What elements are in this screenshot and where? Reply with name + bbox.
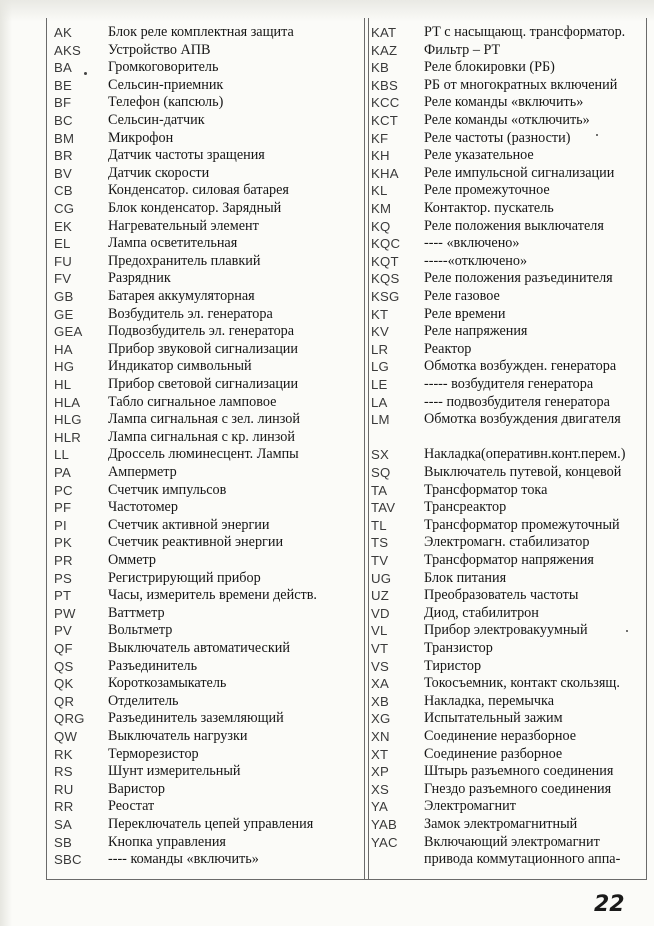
- designation-code: TA: [371, 482, 388, 498]
- designation-description: Лампа сигнальная с кр. линзой: [108, 428, 295, 445]
- designation-description: Соединение разборное: [424, 745, 563, 762]
- designation-code: KAZ: [371, 42, 398, 58]
- designation-description: РБ от многократных включений: [424, 76, 618, 93]
- designation-row: [0, 710, 654, 728]
- designation-code: FU: [54, 253, 72, 269]
- designation-code: BR: [54, 148, 73, 164]
- designation-code: GB: [54, 289, 74, 304]
- designation-code: KHA: [371, 165, 399, 181]
- designation-code: EK: [54, 218, 72, 234]
- designation-row: [0, 429, 654, 447]
- designation-code: HG: [54, 359, 75, 375]
- designation-row: [0, 464, 654, 482]
- designation-description: Блок питания: [424, 569, 507, 586]
- designation-description: Микрофон: [108, 129, 174, 146]
- designation-code: UZ: [371, 588, 389, 604]
- designation-description: Включающий электромагнит: [424, 833, 600, 850]
- designation-row: [0, 763, 654, 781]
- designation-code: CG: [54, 201, 75, 216]
- designation-description: Реле положения выключателя: [424, 217, 604, 234]
- designation-description: Соединение неразборное: [424, 728, 577, 744]
- designation-description: Диод, стабилитрон: [424, 604, 539, 621]
- designation-code: BF: [54, 95, 72, 111]
- designation-row: [0, 24, 654, 42]
- designation-code: RU: [54, 781, 74, 797]
- designation-code: TV: [371, 553, 389, 568]
- designation-description: Варистор: [108, 780, 165, 797]
- designation-description: Фильтр – РТ: [424, 41, 501, 58]
- designation-description: Гнездо разъемного соединения: [424, 780, 612, 797]
- designation-code: LA: [371, 394, 388, 410]
- designation-description: Реле положения разъединителя: [424, 270, 613, 287]
- designation-code: PI: [54, 517, 67, 533]
- designation-code: SA: [54, 817, 72, 832]
- designation-description: Штырь разъемного соединения: [424, 763, 614, 780]
- designation-description: ---- «включено»: [424, 235, 520, 252]
- designation-code: SBC: [54, 852, 82, 868]
- designation-description: ---- подвозбудителя генератора: [424, 393, 610, 410]
- designation-row: [0, 288, 654, 306]
- designation-description: Вольтметр: [108, 622, 173, 639]
- designation-code: KAT: [371, 25, 397, 40]
- designation-description: Громкоговоритель: [108, 59, 219, 76]
- designation-code: EL: [54, 236, 71, 252]
- designation-code: RK: [54, 746, 73, 762]
- designation-code: PF: [54, 500, 72, 516]
- designation-code: UG: [371, 570, 392, 586]
- designation-row: [0, 552, 654, 570]
- designation-description: Датчик частоты зращения: [108, 147, 265, 164]
- designation-description: Ваттметр: [108, 604, 165, 621]
- designation-description: Устройство АПВ: [108, 41, 211, 58]
- designation-code: KV: [371, 324, 389, 340]
- designation-row: [0, 77, 654, 95]
- designation-description: Терморезистор: [108, 745, 199, 762]
- scan-shadow-top: [0, 0, 654, 22]
- designation-code: KQS: [371, 271, 400, 287]
- designation-code: QR: [54, 693, 75, 709]
- designation-code: XA: [371, 676, 389, 692]
- designation-description: Дроссель люминесцент. Лампы: [108, 446, 299, 463]
- designation-code: SX: [371, 447, 389, 463]
- designation-description: Часы, измеритель времени действ.: [108, 587, 317, 604]
- designation-description: Возбудитель эл. генератора: [108, 305, 273, 322]
- designation-description: Накладка, перемычка: [424, 692, 555, 709]
- designation-description: Короткозамыкатель: [108, 675, 227, 692]
- designation-description: Реле команды «отключить»: [424, 112, 590, 128]
- designation-code: PA: [54, 465, 72, 480]
- designation-code: XP: [371, 764, 389, 780]
- designation-row: [0, 411, 654, 429]
- designation-code: PW: [54, 605, 76, 621]
- designation-row: [0, 499, 654, 517]
- designation-description: РТ с насыщающ. трансформатор.: [424, 24, 626, 40]
- designation-code: GEA: [54, 324, 83, 340]
- scan-speck: [626, 630, 628, 632]
- designation-description: Подвозбудитель эл. генератора: [108, 323, 295, 340]
- designation-code: FV: [54, 271, 72, 287]
- designation-code: BM: [54, 130, 75, 146]
- designation-description: Амперметр: [108, 464, 177, 480]
- designation-description: Регистрирующий прибор: [108, 569, 261, 586]
- designation-code: BE: [54, 77, 72, 93]
- designation-row: [0, 270, 654, 288]
- designation-code: BA: [54, 60, 72, 76]
- designation-code: LL: [54, 447, 70, 463]
- designation-description: Реле промежуточное: [424, 182, 550, 199]
- designation-code: QS: [54, 658, 74, 674]
- designation-code: YAC: [371, 834, 398, 850]
- designation-description: Разъединитель: [108, 657, 198, 674]
- designation-row: [0, 446, 654, 464]
- designation-code: VL: [371, 623, 388, 639]
- designation-code: LE: [371, 377, 388, 392]
- designation-description: Лампа сигнальная с зел. линзой: [108, 411, 300, 428]
- designation-description: Кнопка управления: [108, 833, 226, 850]
- designation-code: YAB: [371, 817, 398, 832]
- designation-description: Предохранитель плавкий: [108, 252, 261, 269]
- designation-row: [0, 781, 654, 799]
- designation-code: XB: [371, 693, 389, 709]
- designation-code: TS: [371, 535, 389, 551]
- designation-code: VD: [371, 605, 390, 621]
- designation-description: Реле импульсной сигнализации: [424, 164, 615, 181]
- designation-description: Отделитель: [108, 692, 179, 709]
- designation-description: Выключатель путевой, концевой: [424, 464, 622, 480]
- designation-description: Сельсин-датчик: [108, 112, 205, 128]
- designation-description: Блок реле комплектная защита: [108, 24, 294, 40]
- designation-description: Транзистор: [424, 640, 493, 656]
- designation-code: CB: [54, 183, 73, 199]
- designation-code: HLG: [54, 412, 82, 428]
- designation-description: ----- возбудителя генератора: [424, 376, 594, 392]
- designation-code: LR: [371, 341, 389, 357]
- designation-description: Выключатель автоматический: [108, 640, 290, 656]
- designation-description: ---- команды «включить»: [108, 851, 259, 868]
- designation-code: KH: [371, 148, 390, 164]
- designation-description: Трансформатор промежуточный: [424, 516, 620, 533]
- designation-description: Контактор. пускатель: [424, 200, 554, 216]
- designation-row: [0, 517, 654, 535]
- designation-code: QF: [54, 641, 73, 656]
- designation-code: TAV: [371, 500, 396, 516]
- designation-row: [0, 306, 654, 324]
- designation-row: [0, 112, 654, 130]
- designation-description: Реле времени: [424, 305, 506, 322]
- designation-description: Трансформатор напряжения: [424, 552, 594, 568]
- designation-row: [0, 693, 654, 711]
- designation-code: SB: [54, 834, 72, 850]
- designation-code: HL: [54, 377, 72, 392]
- designation-description: -----«отключено»: [424, 252, 528, 269]
- designation-row: [0, 622, 654, 640]
- designation-row: [0, 746, 654, 764]
- designation-row: [0, 42, 654, 60]
- designation-description: Датчик скорости: [108, 164, 210, 181]
- designation-description: Обмотка возбужден. генератора: [424, 358, 617, 375]
- designation-code: VS: [371, 658, 389, 674]
- designation-row: [0, 147, 654, 165]
- designation-description: Счетчик реактивной энергии: [108, 534, 284, 551]
- designation-row: [0, 341, 654, 359]
- designation-row: [0, 253, 654, 271]
- designation-description: Батарея аккумуляторная: [108, 288, 255, 304]
- designation-code: LM: [371, 412, 390, 428]
- designation-description: Токосъемник, контакт скользящ.: [424, 675, 620, 692]
- designation-code: KQC: [371, 236, 401, 252]
- designation-description: Телефон (капсюль): [108, 94, 224, 111]
- designation-code: PR: [54, 553, 73, 568]
- designation-description: Электромагнит: [424, 798, 516, 815]
- designation-code: XN: [371, 729, 390, 744]
- designation-description: Индикатор символьный: [108, 358, 252, 375]
- designation-row: [0, 218, 654, 236]
- designation-description: Реле напряжения: [424, 323, 528, 340]
- designation-description: привода коммутационного аппа-: [424, 851, 621, 868]
- designation-code: KCC: [371, 95, 400, 111]
- designation-row: [0, 570, 654, 588]
- designation-description: Трансформатор тока: [424, 481, 548, 498]
- scan-speck: [596, 134, 598, 136]
- designation-code: KCT: [371, 113, 398, 128]
- designation-code: KQ: [371, 218, 391, 234]
- designation-code: YA: [371, 799, 389, 815]
- designation-description: Разрядник: [108, 270, 171, 287]
- designation-code: TL: [371, 517, 387, 533]
- designation-description: Выключатель нагрузки: [108, 728, 248, 744]
- designation-description: Прибор электровакуумный: [424, 622, 588, 639]
- designation-row: [0, 834, 654, 852]
- designation-code: HA: [54, 341, 73, 357]
- designation-code: PC: [54, 482, 73, 498]
- designation-description: Замок электромагнитный: [424, 816, 578, 832]
- designation-description: Счетчик активной энергии: [108, 516, 270, 533]
- designation-description: Реле блокировки (РБ): [424, 59, 555, 76]
- designation-description: Накладка(оперативн.конт.перем.): [424, 446, 626, 463]
- designation-code: KBS: [371, 77, 398, 93]
- designation-description: Прибор звуковой сигнализации: [108, 340, 298, 357]
- designation-description: Электромагн. стабилизатор: [424, 534, 590, 551]
- designation-code: VT: [371, 641, 389, 656]
- designation-row: [0, 675, 654, 693]
- designation-code: XT: [371, 746, 389, 762]
- designation-description: Реле газовое: [424, 288, 500, 304]
- designation-description: Переключатель цепей управления: [108, 816, 314, 832]
- designation-code: QRG: [54, 711, 85, 727]
- designation-code: HLA: [54, 394, 81, 410]
- designation-row: [0, 728, 654, 746]
- designation-row: [0, 640, 654, 658]
- designation-row: [0, 376, 654, 394]
- designation-description: Реле частоты (разности): [424, 129, 571, 146]
- designation-row: [0, 482, 654, 500]
- designation-row: [0, 165, 654, 183]
- designation-description: Блок конденсатор. Зарядный: [108, 200, 282, 216]
- designation-row: [0, 658, 654, 676]
- table-rule-bottom: [46, 879, 647, 880]
- designation-description: Частотомер: [108, 499, 178, 516]
- designation-row: [0, 816, 654, 834]
- designation-description: Реле указательное: [424, 147, 534, 164]
- designation-row: [0, 798, 654, 816]
- designation-description: Конденсатор. силовая батарея: [108, 182, 289, 199]
- designation-description: Прибор световой сигнализации: [108, 376, 299, 392]
- designation-description: Сельсин-приемник: [108, 76, 224, 93]
- designation-row: [0, 534, 654, 552]
- designation-description: Реле команды «включить»: [424, 94, 584, 111]
- designation-code: RS: [54, 764, 73, 780]
- designation-description: Нагревательный элемент: [108, 217, 259, 234]
- designation-code: AKS: [54, 42, 81, 58]
- designation-description: Трансреактор: [424, 499, 507, 516]
- designation-code: BC: [54, 113, 73, 128]
- designation-code: KQT: [371, 253, 399, 269]
- designation-description: Шунт измерительный: [108, 763, 241, 780]
- designation-code: KF: [371, 130, 389, 146]
- designation-code: AK: [54, 25, 72, 40]
- designation-row: [0, 358, 654, 376]
- designation-row: [0, 605, 654, 623]
- designation-description: Обмотка возбуждения двигателя: [424, 411, 621, 428]
- designation-description: Тиристор: [424, 657, 482, 674]
- designation-row: [0, 235, 654, 253]
- designation-code: LG: [371, 359, 389, 375]
- designation-row: [0, 323, 654, 341]
- designation-description: Омметр: [108, 552, 156, 568]
- designation-row: [0, 130, 654, 148]
- designation-code: KT: [371, 306, 389, 322]
- designation-description: Испытательный зажим: [424, 710, 563, 727]
- designation-row: [0, 394, 654, 412]
- designation-code: HLR: [54, 429, 81, 445]
- designation-code: SQ: [371, 465, 391, 480]
- designation-row: [0, 94, 654, 112]
- scan-speck: [84, 72, 87, 75]
- designation-description: Преобразователь частоты: [424, 587, 579, 604]
- designation-row: [0, 587, 654, 605]
- designation-code: QK: [54, 676, 74, 692]
- designation-code: PT: [54, 588, 72, 604]
- designation-description: Табло сигнальное ламповое: [108, 393, 277, 410]
- page-number: 22: [594, 892, 625, 917]
- designation-code: PK: [54, 535, 72, 551]
- designation-code: XG: [371, 711, 391, 727]
- designation-description: Реактор: [424, 340, 472, 357]
- designation-code: KL: [371, 183, 388, 199]
- designation-row: [0, 59, 654, 77]
- designation-description: Лампа осветительная: [108, 235, 238, 252]
- designation-code: KM: [371, 201, 392, 216]
- designation-code: GE: [54, 306, 74, 322]
- designation-code: PV: [54, 623, 72, 639]
- designation-code: RR: [54, 799, 74, 815]
- designation-code: BV: [54, 165, 72, 181]
- designation-code: QW: [54, 729, 78, 744]
- designation-code: XS: [371, 781, 389, 797]
- designation-code: KSG: [371, 289, 400, 304]
- designation-row: [0, 182, 654, 200]
- designation-code: KB: [371, 60, 389, 76]
- designation-row: [0, 851, 654, 869]
- designation-row: [0, 200, 654, 218]
- designation-description: Счетчик импульсов: [108, 481, 227, 498]
- designation-description: Реостат: [108, 798, 155, 815]
- designation-code: PS: [54, 570, 72, 586]
- designation-description: Разъединитель заземляющий: [108, 710, 284, 727]
